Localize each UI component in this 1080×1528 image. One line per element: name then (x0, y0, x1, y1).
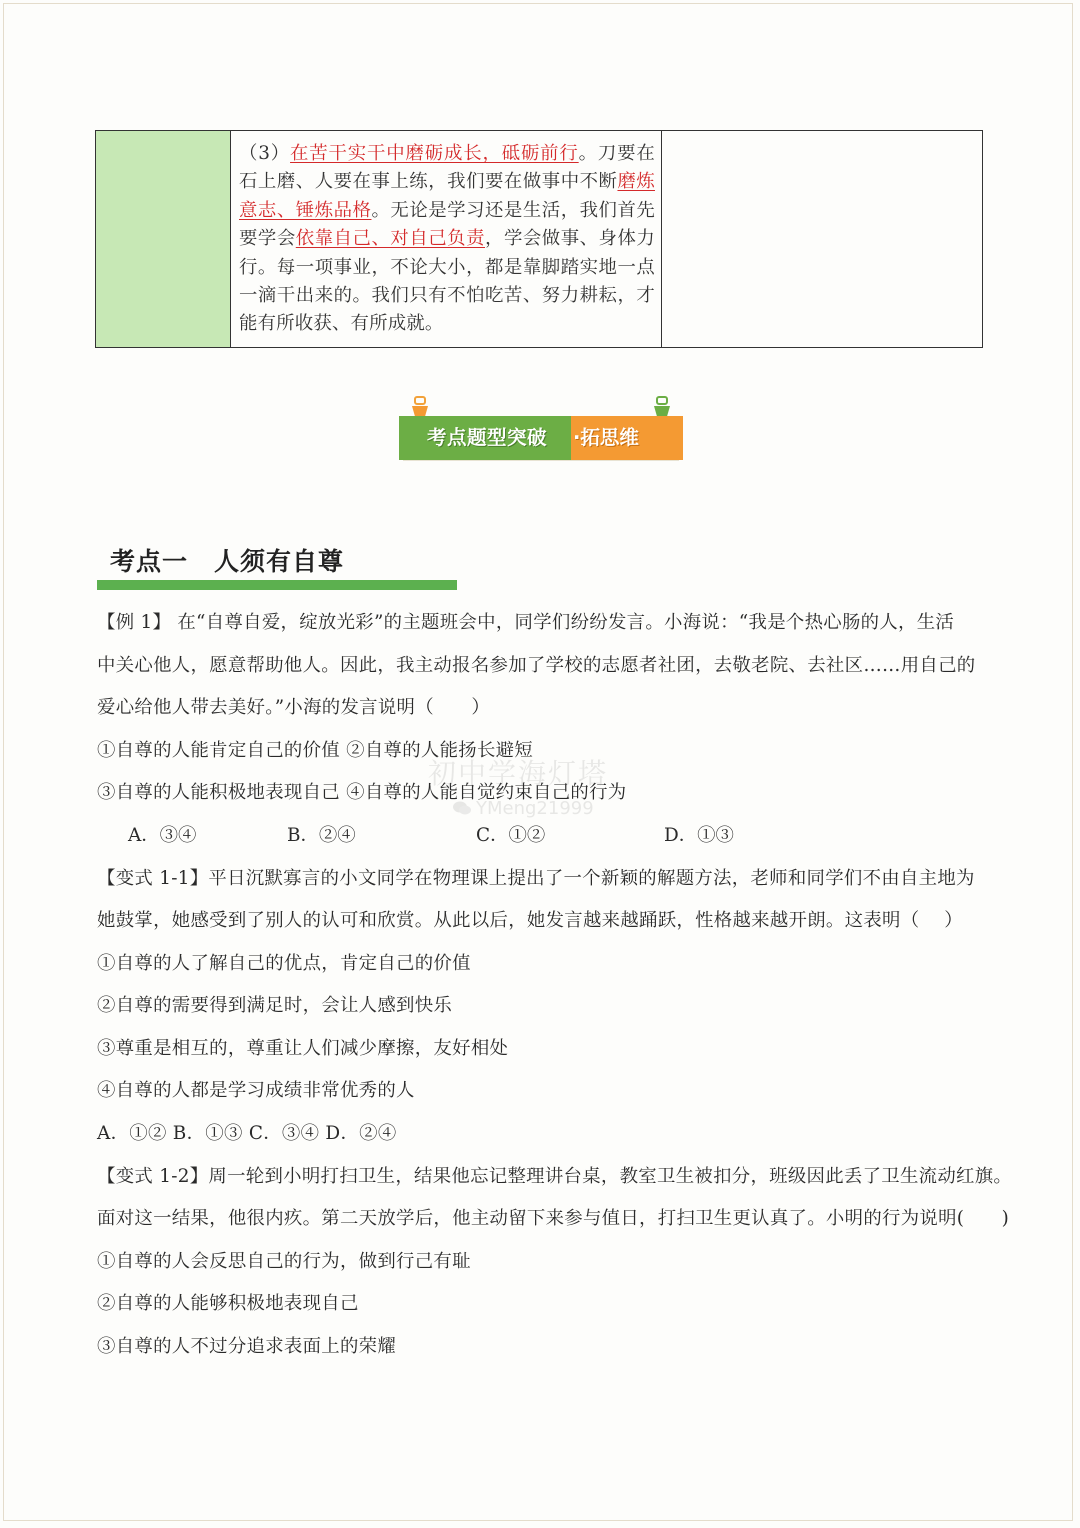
example1-line1: 【例 1】 在“自尊自爱，绽放光彩”的主题班会中，同学们纷纷发言。小海说：“我是个热心肠的人，生活 (97, 612, 955, 633)
example1-option-d: D．①③ (664, 825, 734, 846)
example1-line2: 中关心他人，愿意帮助他人。因此，我主动报名参加了学校的志愿者社团，去敬老院、去社区……用自己的 (97, 655, 976, 676)
example1-option-c: C．①② (476, 825, 546, 846)
banner-left-text: 考点题型突破 (399, 416, 575, 460)
table-category-cell (96, 131, 231, 347)
variant12-statement-2: ②自尊的人能够积极地表现自己 (97, 1293, 359, 1314)
watermark-id: YMeng21999 (476, 798, 594, 819)
variant11-statement-3: ③尊重是相互的，尊重让人们减少摩擦，友好相处 (97, 1038, 509, 1059)
section-banner (399, 396, 683, 464)
variant12-line2: 面对这一结果，他很内疚。第二天放学后，他主动留下来参与值日，打扫卫生更认真了。小明的行为说明( ) (97, 1208, 1010, 1229)
example1-statement-2: ③自尊的人能积极地表现自己 ④自尊的人能自觉约束自己的行为 (97, 782, 627, 803)
watermark-title: 初中学海灯塔 (428, 757, 609, 790)
variant11-options: A．①② B．①③ C．③④ D．②④ (97, 1123, 397, 1144)
table-content-cell (231, 131, 662, 347)
variant11-statement-1: ①自尊的人了解自己的优点，肯定自己的价值 (97, 953, 471, 974)
variant11-statement-4: ④自尊的人都是学习成绩非常优秀的人 (97, 1080, 415, 1101)
table-text-run: ，学会做事、身体力行。每一项事业，不论大小，都是靠脚踏实地一点一滴干出来的。我们只有不怕吃苦、努力耕耘，才能有所收获、有所成就。 (239, 228, 655, 335)
highlighted-phrase: 依靠自己、对自己负责 (295, 228, 486, 250)
section-title: 考点一 人须有自尊 (110, 547, 345, 576)
example1-option-b: B．②④ (287, 825, 356, 846)
example1-statement-1: ①自尊的人能肯定自己的价值 ②自尊的人能扬长避短 (97, 740, 534, 761)
example1-line3: 爱心给他人带去美好。”小海的发言说明（ ） (97, 697, 491, 718)
table-text-run: 。无论是学习还是生活，我们首先要学会 (239, 199, 655, 250)
variant11-statement-2: ②自尊的需要得到满足时，会让人感到快乐 (97, 995, 453, 1016)
variant12-statement-3: ③自尊的人不过分追求表面上的荣耀 (97, 1336, 397, 1357)
example1-option-a: A．③④ (128, 825, 197, 846)
highlighted-phrase: 在苦干实干中磨砺成长，砥砺前行 (290, 143, 579, 164)
variant12-line1: 【变式 1-2】周一轮到小明打扫卫生，结果他忘记整理讲台桌，教室卫生被扣分，班级因此丢了卫生流动红旗。 (97, 1166, 1013, 1187)
table-text-run: 。刀要在石上磨、人要在事上练，我们要在做事中不断 (239, 143, 655, 193)
section-title-underline (97, 580, 457, 590)
table-empty-cell (662, 131, 982, 347)
banner-right-text: ·拓思维 (571, 416, 683, 460)
highlighted-phrase: 磨炼意志、锤炼品格 (239, 171, 655, 221)
summary-table (95, 130, 983, 348)
variant11-line2: 她鼓掌，她感受到了别人的认可和欣赏。从此以后，她发言越来越踊跃，性格越来越开朗。这表明（ ） (97, 910, 963, 931)
variant12-statement-1: ①自尊的人会反思自己的行为，做到行己有耻 (97, 1251, 471, 1272)
variant11-line1: 【变式 1-1】平日沉默寡言的小文同学在物理课上提出了一个新颖的解题方法，老师和同学们不由自主地为 (97, 868, 975, 889)
table-text-run: （3） (239, 143, 291, 164)
